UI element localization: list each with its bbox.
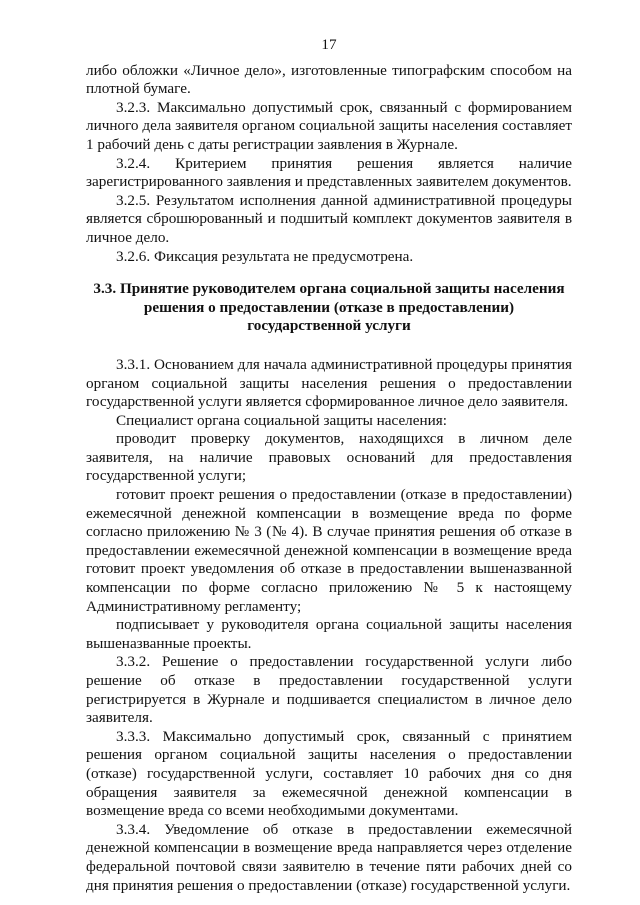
paragraph-prepares-draft: готовит проект решения о предоставлении (отказе в предоставлении) ежемесячной денежной компенсации в возмещение вреда по форме согласно приложению № 3 (№ 4). В случае принятия решения об отказе в предоставлении ежемесячной денежной компенсации в возмещение вреда готовит проект уведомления об отказе в предоставлении вышеназванной компенсации по форме согласно приложению № 5 к настоящему Административному регламенту; xyxy=(86,486,572,615)
paragraph-3-2-4: 3.2.4. Критерием принятия решения является наличие зарегистрированного заявления и представленных заявителем документов. xyxy=(86,154,572,191)
paragraph-3-3-3: 3.3.3. Максимально допустимый срок, связанный с принятием решения органом социальной защиты населения о предоставлении (отказе) государственной услуги, составляет 10 рабочих дня со дня обращения заявителя за ежемесячной денежной компенсации в возмещение вреда со всеми необходимыми документами. xyxy=(86,727,572,820)
paragraph: либо обложки «Личное дело», изготовленные типографским способом на плотной бумаге. xyxy=(86,61,572,98)
document-page xyxy=(86,36,572,895)
paragraph-3-3-2: 3.3.2. Решение о предоставлении государственной услуги либо решение об отказе в предоставлении государственной услуги регистрируется в Журнале и подшивается специалистом в личное дело заявителя. xyxy=(86,653,572,727)
section-heading-3-3: 3.3. Принятие руководителем органа социальной защиты населения решения о предоставлении (отказе в предоставлении) государственной услуги xyxy=(93,280,565,335)
paragraph-signs-drafts: подписывает у руководителя органа социальной защиты населения вышеназванные проекты. xyxy=(86,616,572,652)
paragraph-3-2-3: 3.2.3. Максимально допустимый срок, связанный с формированием личного дела заявителя органом социальной защиты населения составляет 1 рабочий день с даты регистрации заявления в Журнале. xyxy=(86,98,572,153)
paragraph-3-2-5: 3.2.5. Результатом исполнения данной административной процедуры является сброшюрованный и подшитый комплект документов заявителя в личное дело. xyxy=(86,191,572,246)
paragraphs-before-heading xyxy=(86,62,572,267)
page-number: 17 xyxy=(321,36,337,53)
paragraph-3-3-1: 3.3.1. Основанием для начала административной процедуры принятия органом социальной защиты населения решения о предоставлении государственной услуги является сформированное личное дело заявителя. xyxy=(86,355,572,411)
paragraph-3-2-6: 3.2.6. Фиксация результата не предусмотрена. xyxy=(116,247,414,265)
paragraph-3-3-4: 3.3.4. Уведомление об отказе в предоставлении ежемесячной денежной компенсации в возмещение вреда направляется через отделение федеральной почтовой связи заявителю в течение пяти рабочих дней со дня принятия решения о предоставлении (отказе) государственной услуги. xyxy=(86,820,572,894)
paragraph-specialist: Специалист органа социальной защиты населения: xyxy=(116,411,447,429)
paragraph-checks-documents: проводит проверку документов, находящихся в личном деле заявителя, на наличие правовых оснований для предоставления государственной услуги; xyxy=(86,430,572,485)
paragraphs-after-heading xyxy=(86,356,572,895)
